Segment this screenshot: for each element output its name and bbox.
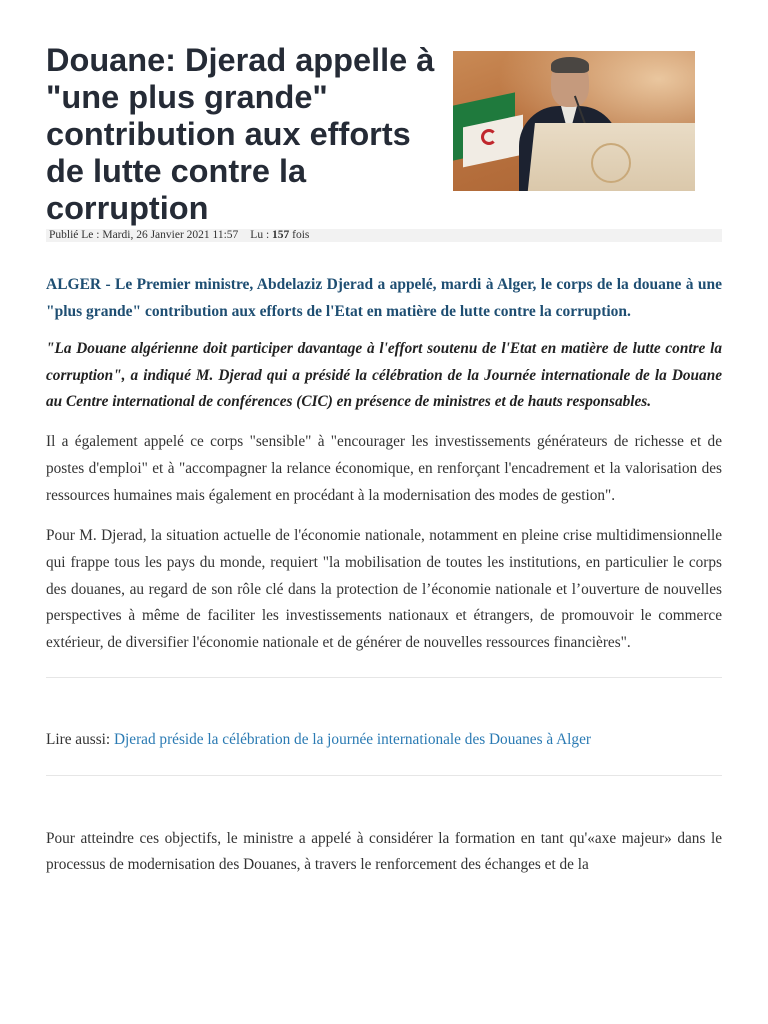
read-also-label: Lire aussi: [46, 730, 111, 748]
body-paragraph-1: Il a également appelé ce corps "sensible" à "encourager les investissements générateurs de richesse et de postes d'emploi" et à "accompagner la relance économique, en renforçant l'encadrement et la valorisation des ressources humaines mais également en procédant à la modernisation des modes de gestion". [46, 433, 722, 504]
article-page [46, 0, 722, 874]
article-body [46, 272, 722, 893]
article-title: Douane: Djerad appelle à "une plus grande" contribution aux efforts de lutte contre la corruption [46, 42, 435, 226]
emblem-icon [591, 143, 631, 183]
reads-suffix: fois [292, 229, 310, 241]
article-photo[interactable] [453, 51, 695, 191]
reads-label: Lu : [250, 229, 270, 241]
read-also-link[interactable]: Djerad préside la célébration de la journée internationale des Douanes à Alger [113, 730, 591, 748]
body-paragraph-2: Pour M. Djerad, la situation actuelle de l'économie nationale, notamment en pleine crise multidimensionnelle qui frappe tous les pays du monde, requiert "la mobilisation de toutes les institutions, en particulier le corps des douanes, au regard de son rôle clé dans la protection de l’économie nationale et l’ouverture de nouvelles perspectives à même de faciliter les investissements nationaux et étrangers, de promouvoir le commerce extérieur, de diversifier l'économie nationale et de générer de nouvelles ressources financières". [46, 527, 722, 652]
body-paragraph-3: Pour atteindre ces objectifs, le ministre a appelé à considérer la formation en tant qu'«axe majeur» dans le processus de modernisation des Douanes, à travers le renforcement des échanges et de la [46, 829, 722, 874]
divider [46, 775, 722, 776]
reads-count: 157 [272, 229, 290, 241]
article-meta [46, 229, 722, 242]
article-header [46, 0, 722, 241]
publish-date: Publié Le : Mardi, 26 Janvier 2021 11:57 [49, 229, 239, 241]
quote-paragraph: "La Douane algérienne doit participer davantage à l'effort soutenu de l'Etat en matière de lutte contre la corruption", a indiqué M. Djerad qui a présidé la célébration de la Journée internationale de la Douane au Centre international de conférences (CIC) en présence de ministres et de hauts responsables. [46, 340, 722, 411]
divider [46, 677, 722, 678]
read-also [46, 730, 722, 750]
lead-paragraph: ALGER - Le Premier ministre, Abdelaziz Djerad a appelé, mardi à Alger, le corps de la douane à une "plus grande" contribution aux efforts de l'Etat en matière de lutte contre la corruption. [46, 276, 722, 320]
